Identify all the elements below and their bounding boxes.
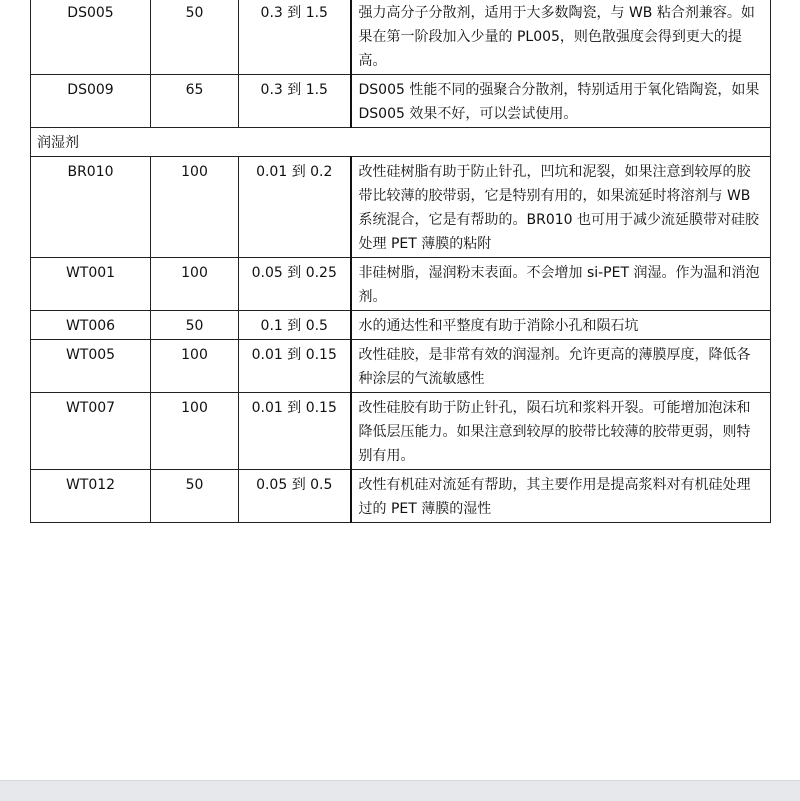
range-cell: 0.3 到 1.5 <box>239 0 351 75</box>
amount-cell: 100 <box>151 157 239 258</box>
product-code: WT007 <box>31 393 151 470</box>
range-cell: 0.05 到 0.25 <box>239 258 351 311</box>
amount-cell: 100 <box>151 258 239 311</box>
amount-cell: 50 <box>151 470 239 523</box>
product-code: WT006 <box>31 311 151 340</box>
table-row <box>31 258 771 311</box>
description-cell: 改性有机硅对流延有帮助，其主要作用是提高浆料对有机硅处理过的 PET 薄膜的湿性 <box>351 470 771 523</box>
description-cell: 非硅树脂，湿润粉末表面。不会增加 si-PET 润湿。作为温和消泡剂。 <box>351 258 771 311</box>
viewer-bottom-bar <box>0 780 800 801</box>
description-cell: 改性硅胶有助于防止针孔，陨石坑和浆料开裂。可能增加泡沫和降低层压能力。如果注意到较厚的胶带比较薄的胶带更弱，则特别有用。 <box>351 393 771 470</box>
product-code: DS009 <box>31 75 151 128</box>
table-row <box>31 470 771 523</box>
range-cell: 0.01 到 0.15 <box>239 340 351 393</box>
description-cell: 水的通达性和平整度有助于消除小孔和陨石坑 <box>351 311 771 340</box>
additive-table <box>30 0 771 523</box>
range-cell: 0.01 到 0.15 <box>239 393 351 470</box>
section-heading: 润湿剂 <box>31 128 771 157</box>
description-cell: 强力高分子分散剂，适用于大多数陶瓷，与 WB 粘合剂兼容。如果在第一阶段加入少量的 PL005，则色散强度会得到更大的提高。 <box>351 0 771 75</box>
product-code: DS005 <box>31 0 151 75</box>
amount-cell: 65 <box>151 75 239 128</box>
range-cell: 0.3 到 1.5 <box>239 75 351 128</box>
table-row <box>31 75 771 128</box>
product-code: WT012 <box>31 470 151 523</box>
range-cell: 0.1 到 0.5 <box>239 311 351 340</box>
range-cell: 0.01 到 0.2 <box>239 157 351 258</box>
product-code: WT001 <box>31 258 151 311</box>
description-cell: DS005 性能不同的强聚合分散剂，特别适用于氧化锆陶瓷，如果 DS005 效果不好，可以尝试使用。 <box>351 75 771 128</box>
table-row <box>31 311 771 340</box>
description-cell: 改性硅树脂有助于防止针孔，凹坑和泥裂，如果注意到较厚的胶带比较薄的胶带弱，它是特别有用的，如果流延时将溶剂与 WB 系统混合，它是有帮助的。BR010 也可用于减少流延膜带对硅胶处理 PET 薄膜的粘附 <box>351 157 771 258</box>
table-row <box>31 157 771 258</box>
amount-cell: 50 <box>151 0 239 75</box>
product-code: WT005 <box>31 340 151 393</box>
section-row <box>31 128 771 157</box>
table-row <box>31 0 771 75</box>
table-row <box>31 340 771 393</box>
description-cell: 改性硅胶，是非常有效的润湿剂。允许更高的薄膜厚度，降低各种涂层的气流敏感性 <box>351 340 771 393</box>
amount-cell: 50 <box>151 311 239 340</box>
product-code: BR010 <box>31 157 151 258</box>
amount-cell: 100 <box>151 393 239 470</box>
amount-cell: 100 <box>151 340 239 393</box>
range-cell: 0.05 到 0.5 <box>239 470 351 523</box>
table-row <box>31 393 771 470</box>
